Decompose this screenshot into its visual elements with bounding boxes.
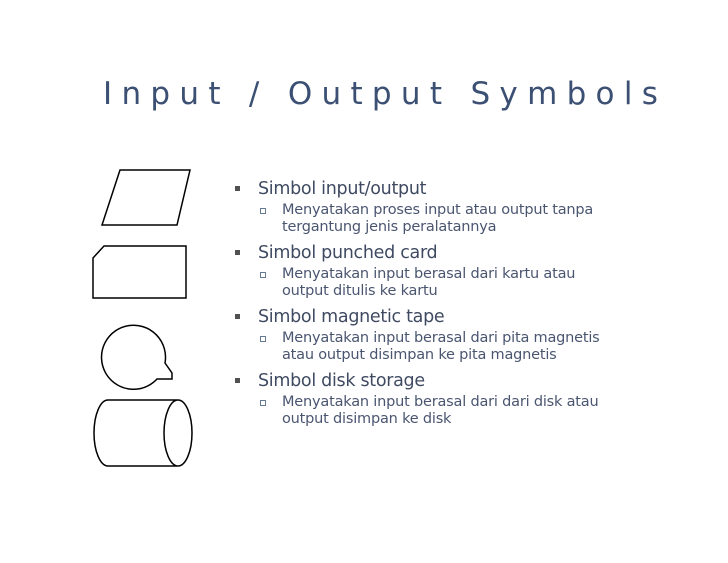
- sub-bullet-line: atau output disimpan ke pita magnetis: [282, 347, 557, 363]
- disk-storage-icon: [94, 400, 192, 466]
- square-bullet-icon: [235, 314, 240, 319]
- sub-bullet: [258, 330, 653, 364]
- slide-title: Input / Output Symbols: [103, 76, 668, 112]
- hollow-square-bullet-icon: [260, 400, 266, 406]
- sub-bullet-line: Menyatakan proses input atau output tanpa: [282, 202, 594, 218]
- bullet-list: [233, 177, 653, 433]
- sub-bullet-line: output ditulis ke kartu: [282, 283, 438, 299]
- bullet-heading: Simbol disk storage: [258, 371, 425, 391]
- hollow-square-bullet-icon: [260, 208, 266, 214]
- sub-bullet-line: Menyatakan input berasal dari kartu atau: [282, 266, 576, 282]
- sub-bullet: [258, 266, 653, 300]
- flowchart-symbols: [90, 168, 194, 478]
- sub-bullet: [258, 202, 653, 236]
- hollow-square-bullet-icon: [260, 336, 266, 342]
- bullet-heading: Simbol magnetic tape: [258, 307, 445, 327]
- sub-bullet-line: Menyatakan input berasal dari pita magnetis: [282, 330, 600, 346]
- sub-bullet-line: Menyatakan input berasal dari dari disk atau: [282, 394, 599, 410]
- magnetic-tape-icon: [102, 325, 172, 389]
- parallelogram-icon: [102, 170, 190, 225]
- square-bullet-icon: [235, 378, 240, 383]
- sub-bullet-line: tergantung jenis peralatannya: [282, 219, 497, 235]
- square-bullet-icon: [235, 186, 240, 191]
- bullet-item-punched-card: [233, 241, 653, 300]
- bullet-item-input-output: [233, 177, 653, 236]
- square-bullet-icon: [235, 250, 240, 255]
- bullet-item-magnetic-tape: [233, 305, 653, 364]
- hollow-square-bullet-icon: [260, 272, 266, 278]
- bullet-heading: Simbol punched card: [258, 243, 438, 263]
- bullet-item-disk-storage: [233, 369, 653, 428]
- bullet-heading: Simbol input/output: [258, 179, 427, 199]
- punched-card-icon: [93, 246, 186, 298]
- sub-bullet-line: output disimpan ke disk: [282, 411, 452, 427]
- sub-bullet: [258, 394, 653, 428]
